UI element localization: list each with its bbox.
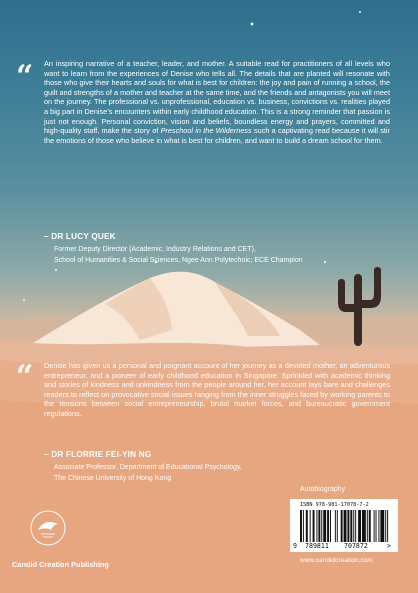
barcode-bar [358, 510, 361, 542]
barcode-bar [350, 510, 352, 542]
barcode-bar [341, 510, 343, 542]
publisher-logo-icon [28, 508, 68, 548]
barcode-bar [335, 510, 336, 542]
barcode-addon: > [387, 542, 391, 550]
mountain [25, 272, 320, 352]
barcode-bar [316, 510, 317, 542]
barcode-bar [313, 510, 315, 542]
barcode-digits-right: 707872 [344, 542, 368, 550]
barcode [290, 499, 398, 552]
barcode-bar [300, 510, 302, 542]
barcode-bar [327, 510, 329, 542]
publisher-name: Candid Creation Publishing [12, 560, 109, 569]
quote1-author: – DR LUCY QUEK [44, 232, 116, 241]
barcode-bar [367, 510, 368, 542]
quote2-author: – DR FLORRIE FEI-YIN NG [44, 450, 152, 459]
barcode-bar [347, 510, 349, 542]
quote2-role-line2: The Chinese University of Hong Kong [54, 475, 172, 482]
quote1-role-line2: School of Humanities & Social Sciences, Ngee Ann Polytechnic; ECE Champion [54, 257, 303, 264]
isbn-label: ISBN 978-981-17078-7-2 [300, 502, 369, 508]
barcode-bar [310, 510, 311, 542]
website-url: www.candidcreation.com [300, 557, 373, 564]
barcode-bar [330, 510, 331, 542]
quote2-role-line1: Associate Professor, Department of Educational Psychology, [54, 464, 242, 471]
quote1-role-line1: Former Deputy Director (Academic, Industry Relations and CET), [54, 246, 256, 253]
barcode-bar [362, 510, 366, 542]
genre-label: Autobiography [300, 486, 346, 493]
barcode-digit-first: 9 [293, 542, 297, 550]
barcode-bar [318, 510, 320, 542]
barcode-bar [321, 510, 322, 542]
barcode-bar [303, 510, 304, 542]
barcode-bar [344, 510, 347, 542]
barcode-bar [306, 510, 308, 542]
barcode-bar [353, 510, 354, 542]
barcode-bar [380, 510, 384, 542]
barcode-bar [385, 510, 386, 542]
barcode-bar [374, 510, 375, 542]
quote1-text: An inspiring narrative of a teacher, leader, and mother. A suitable read for practitioners of all levels who want to learn from the experiences of Denise who tells all. The details that are planted will resonate with those who give their hearts and souls for what is best for children: the joy and pain of running a school, the guilt and strengths of a mother and teacher at the same time, and the friends and antagonists you will meet on the journey. The professional vs. unprofessional, education vs. business, convictions vs. realities played a big part in Denise’s encounters within early childhood education. This is a strong reminder that passion is just not enough. Personal conviction, vision and beliefs, boundless energy and prayers, committed and high-quality staff, make the story of Preschool in the Wilderness such a captivating read because it will stir the emotions of those who believe in what is best for children, and want to build a dream school for them. [44, 59, 390, 145]
barcode-bar [376, 510, 377, 542]
barcode-bars [300, 510, 392, 542]
open-quote-icon: “ [16, 359, 31, 394]
barcode-bar [323, 510, 326, 542]
barcode-bar [378, 510, 379, 542]
barcode-bar [355, 510, 356, 542]
barcode-bar [337, 510, 338, 542]
barcode-bar [369, 510, 371, 542]
quote2-text: Denise has given us a personal and poignant account of her journey as a devoted mother, an adventurous entrepreneur, and a pioneer of early childhood education in Singapore. Sprinkled with academic thinking and stories of kindness and unkindness from the people around her, her account lays bare and challenges readers to reflect on provocative social issues ranging from the inner struggles faced by working parents to the tensions between social entrepreneurship, brutal market forces, and bureaucratic government regulations. [44, 361, 390, 418]
open-quote-icon: “ [16, 59, 31, 94]
barcode-digits-left: 789811 [305, 542, 329, 550]
barcode-bar [387, 510, 388, 542]
